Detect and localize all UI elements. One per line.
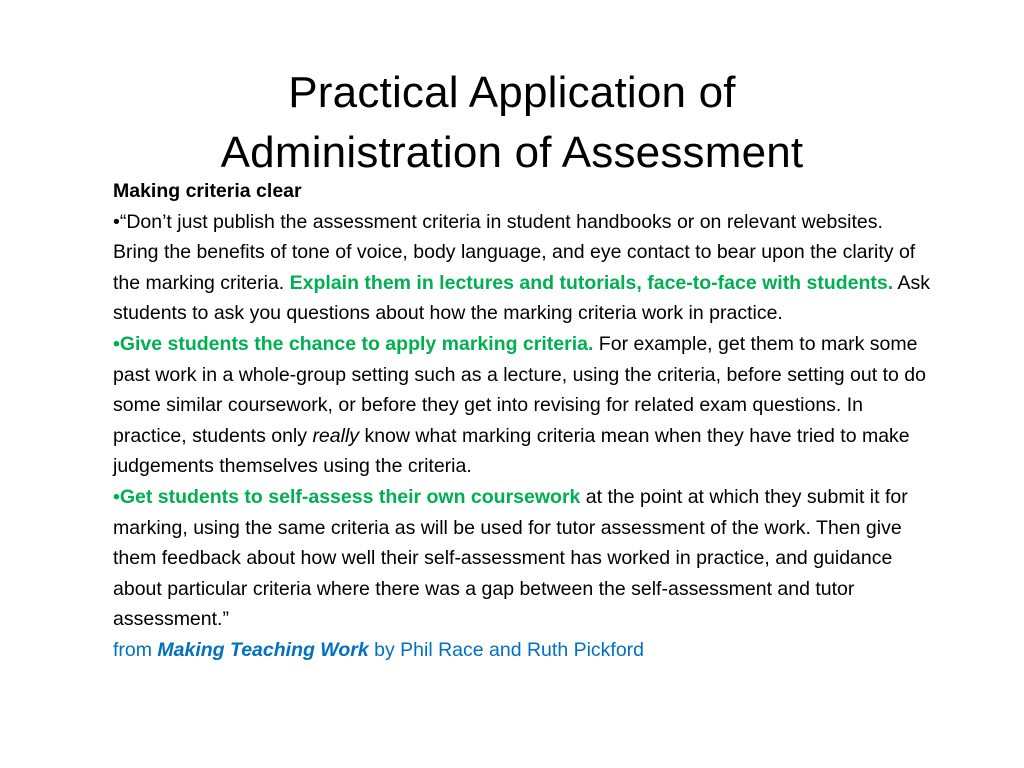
p1-highlight: Explain them in lectures and tutorials, face-to-face with students.: [289, 271, 894, 294]
bullet-marker: •: [113, 332, 120, 355]
p2-highlight: Give students the chance to apply marking criteria.: [119, 332, 594, 355]
source-book-title: Making Teaching Work: [157, 638, 369, 661]
p1-text-2: Ask students to ask you questions about how the marking criteria work in practice.: [113, 271, 931, 325]
p3-text-1: at the point at which they submit it for marking, using the same criteria as will be used for tutor assessment of the work. Then give them feedback about how well their self-assessment has worked in practice, and guidance about particular criteria where there was a gap between the self-assessment and tutor assessment.”: [113, 485, 908, 631]
p2-text-1: For example, get them to mark some past work in a whole-group setting such as a lecture, using the criteria, before setting out to do some similar coursework, or before they get into revising for related exam questions. In practice, students only: [113, 332, 926, 447]
bullet-marker: •: [113, 485, 120, 508]
bullet-paragraph-2: [113, 329, 933, 482]
p1-text-1: “Don’t just publish the assessment criteria in student handbooks or on relevant websites. Bring the benefits of tone of voice, body language, and eye contact to bear upon the clarity of the marking criteria.: [113, 210, 916, 294]
p2-text-2: know what marking criteria mean when they have tried to make judgements themselves using the criteria.: [113, 424, 910, 478]
p3-highlight: Get students to self-assess their own coursework: [119, 485, 581, 508]
p2-italic: really: [312, 424, 360, 447]
bullet-marker: •: [113, 210, 120, 233]
slide-body: [113, 176, 933, 666]
source-prefix: from: [113, 638, 158, 661]
section-heading: Making criteria clear: [113, 180, 302, 202]
title-line-2: Administration of Assessment: [220, 128, 804, 178]
bullet-paragraph-1: [113, 207, 933, 329]
source-citation: [113, 635, 933, 666]
source-authors: by Phil Race and Ruth Pickford: [368, 638, 645, 661]
slide-title: [60, 63, 964, 183]
bullet-paragraph-3: [113, 482, 933, 635]
title-line-1: Practical Application of: [288, 68, 736, 118]
